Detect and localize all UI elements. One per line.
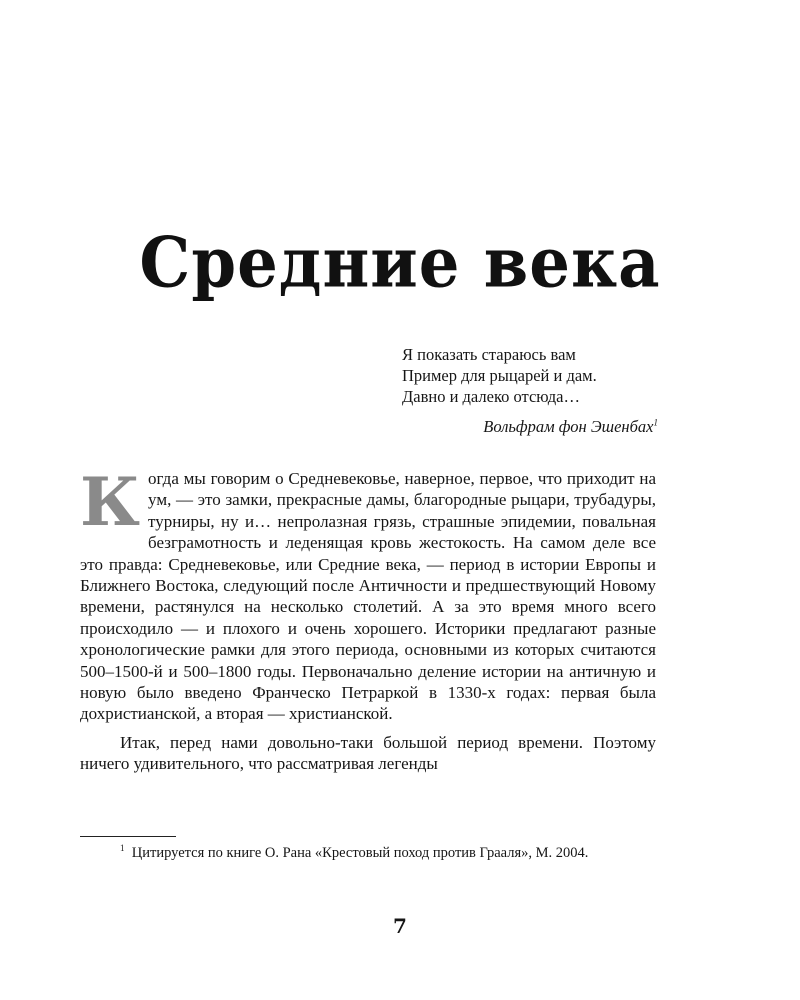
epigraph-line: Давно и далеко отсюда… (402, 387, 580, 406)
paragraph-2: Итак, перед нами довольно-таки большой период времени. Поэтому ничего удивительного, что рассматривая легенды (80, 732, 656, 774)
chapter-title: Средние века (139, 222, 661, 304)
body-text (80, 463, 656, 775)
page-number: 7 (393, 914, 407, 938)
epigraph-author-name: Вольфрам фон Эшенбах (483, 417, 654, 436)
epigraph-line: Пример для рыцарей и дам. (402, 366, 597, 385)
epigraph-line: Я показать стараюсь вам (402, 345, 576, 364)
paragraph-1-text: огда мы говорим о Средневековье, наверное, первое, что приходит на ум, — это замки, прекрасные дамы, благородные рыцари, трубадуры, турниры, ну и… непролазная грязь, страшные эпидемии, повальная безграмотность и леденящая кровь жестокость. На самом деле все это правда: Средневековье, или Средние века, — период в истории Европы и Ближнего Востока, следующий после Античности и предшествующий Новому времени, растянулся на несколько столетий. А за это время много всего происходило — и плохого и очень хорошего. Историки предлагают разные хронологические рамки для этого периода, основными из которых считаются 500–1500-й и 500–1800 годы. Первоначально деление истории на античную и новую было введено Франческо Петраркой в 1330-х годах: первая была дохристианской, а вторая — христианской. (80, 469, 656, 724)
footnote-number: 1 (120, 843, 125, 854)
drop-cap: К (80, 463, 141, 541)
footnote-reference: 1 (653, 417, 658, 428)
epigraph (402, 344, 658, 437)
footnote-text: Цитируется по книге О. Рана «Крестовый поход против Грааля», М. 2004. (131, 845, 589, 861)
epigraph-author (402, 416, 658, 437)
footnote-divider (80, 836, 176, 837)
footnote (80, 843, 656, 863)
paragraph-1 (80, 463, 656, 725)
